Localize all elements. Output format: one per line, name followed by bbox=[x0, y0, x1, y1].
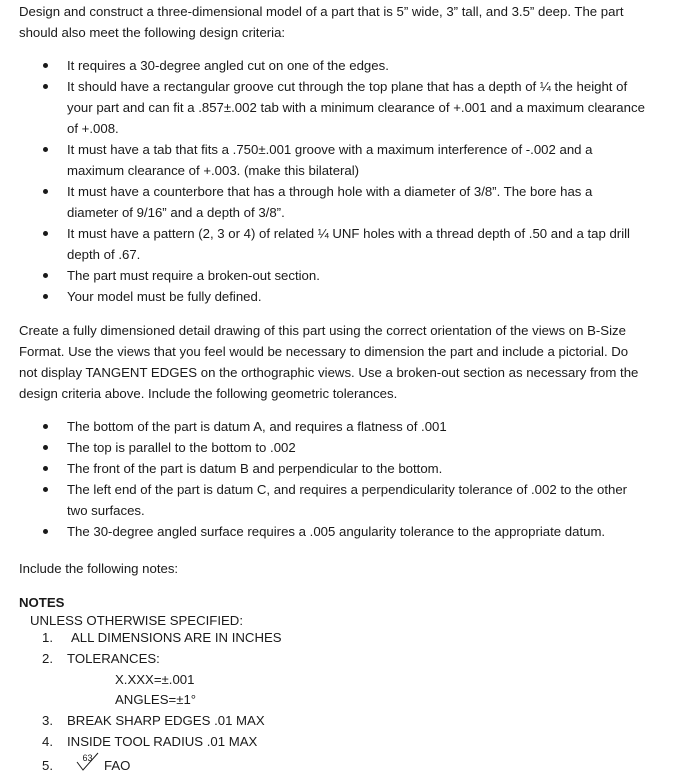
list-item: It must have a counterbore that has a through hole with a diameter of 3/8”. The bore has a diameter of 9/16” and a depth of 3/8”. bbox=[0, 181, 647, 223]
list-item: It requires a 30-degree angled cut on one of the edges. bbox=[0, 55, 647, 76]
tolerance-angles: ANGLES=±1° bbox=[115, 692, 197, 707]
note-number: 5. bbox=[42, 758, 53, 773]
list-item: The 30-degree angled surface requires a .005 angularity tolerance to the appropriate datum. bbox=[0, 521, 647, 542]
note-number: 1. bbox=[42, 630, 53, 645]
note-text: ALL DIMENSIONS ARE IN INCHES bbox=[71, 630, 282, 645]
note-text: FAO bbox=[104, 758, 131, 773]
note-number: 2. bbox=[42, 651, 53, 666]
list-item: It must have a tab that fits a .750±.001 groove with a maximum interference of -.002 and a maximum clearance of +.003. (make this bilateral) bbox=[0, 139, 647, 181]
notes-intro: Include the following notes: bbox=[19, 561, 179, 576]
list-item: Your model must be fully defined. bbox=[0, 286, 647, 307]
list-item: It should have a rectangular groove cut through the top plane that has a depth of ¼ the height of your part and can fit a .857±.002 tab with a minimum clearance of +.001 and a maximum clearance of +.008. bbox=[0, 76, 647, 139]
list-item: The part must require a broken-out section. bbox=[0, 265, 647, 286]
design-criteria-list bbox=[0, 55, 647, 307]
surface-finish-value: 63 bbox=[82, 753, 93, 763]
drawing-instructions-paragraph: Create a fully dimensioned detail drawing of this part using the correct orientation of the views on B-Size Format. Use the views that you feel would be necessary to dimension the part and include a pictorial. Do not display TANGENT EDGES on the orthographic views. Use a broken-out section as necessary from the design criteria above. Include the following geometric tolerances. bbox=[19, 323, 639, 401]
list-item: The front of the part is datum B and perpendicular to the bottom. bbox=[0, 458, 647, 479]
unless-specified-label: UNLESS OTHERWISE SPECIFIED: bbox=[30, 613, 243, 628]
list-item: The top is parallel to the bottom to .002 bbox=[0, 437, 647, 458]
tolerance-linear: X.XXX=±.001 bbox=[115, 672, 195, 687]
note-text: TOLERANCES: bbox=[67, 651, 160, 666]
geometric-tolerances-list bbox=[0, 416, 647, 542]
note-number: 3. bbox=[42, 713, 53, 728]
note-text: INSIDE TOOL RADIUS .01 MAX bbox=[67, 734, 258, 749]
list-item: It must have a pattern (2, 3 or 4) of related ¼ UNF holes with a thread depth of .50 and a tap drill depth of .67. bbox=[0, 223, 647, 265]
surface-finish-icon bbox=[76, 752, 102, 774]
note-text: BREAK SHARP EDGES .01 MAX bbox=[67, 713, 265, 728]
intro-paragraph: Design and construct a three-dimensional model of a part that is 5” wide, 3” tall, and 3.5” deep. The part should also meet the following design criteria: bbox=[19, 4, 624, 40]
list-item: The left end of the part is datum C, and requires a perpendicularity tolerance of .002 to the other two surfaces. bbox=[0, 479, 647, 521]
note-number: 4. bbox=[42, 734, 53, 749]
list-item: The bottom of the part is datum A, and requires a flatness of .001 bbox=[0, 416, 647, 437]
notes-heading: NOTES bbox=[19, 595, 65, 610]
